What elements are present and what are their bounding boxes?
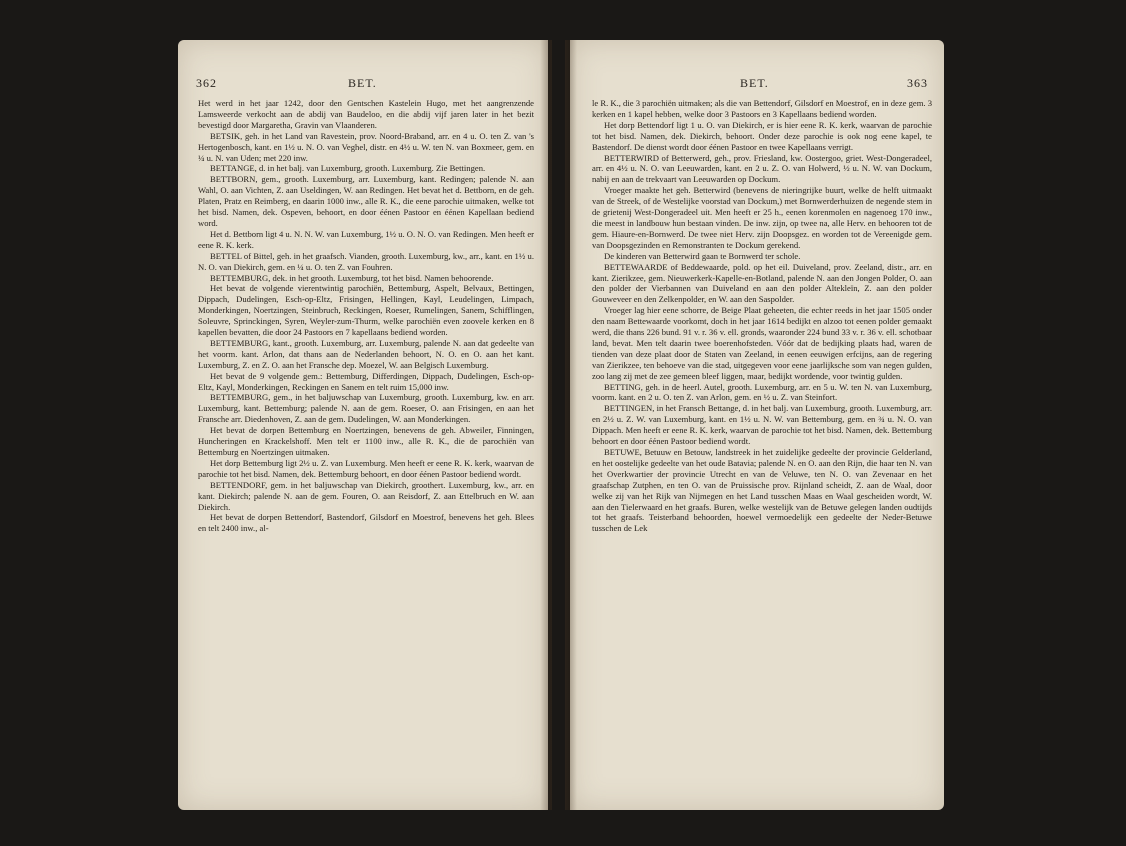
paragraph: De kinderen van Betterwird gaan te Bornwerd ter schole. [604, 250, 801, 261]
paragraph: BETTINGEN, in het Fransch Bettange, d. in het balj. van Luxemburg, grooth. Luxemburg, arr. en 2½ u. Z. W. van Luxemburg, kant. en 1½ u. N. W. van Bettemburg, gem. en ¾ u. N. O. van Dippach. Men heeft er eene R. K. kerk, waarvan de parochie tot het bisd. Namen, dek. Bettemburg behoort en door éénen Pastoor bediend wordt. [592, 403, 932, 447]
paragraph: BETTEMBURG, gem., in het baljuwschap van Luxemburg, grooth. Luxemburg, kw. en arr. Luxemburg, kant. Bettemburg; palende N. aan de gem. Roeser, O. aan Frisingen, en aan het Fransche arr. Diedenhoven, Z. aan de gem. Dudelingen, W. aan Monderkingen. [198, 392, 534, 425]
page-number: 363 [907, 76, 928, 90]
paragraph: Het bevat de 9 volgende gem.: Bettemburg, Differdingen, Dippach, Dudelingen, Esch-op-Eltz, Kayl, Monderkingen, Reckingen en Sanem en telt ruim 15,000 inw. [198, 370, 534, 392]
book-gutter-shadow [540, 40, 552, 810]
paragraph: BETUWE, Betuuw en Betouw, landstreek in het zuidelijke gedeelte der provincie Gelderland, en het oostelijke gedeelte van het oude Batavia; palende N. en O. aan den Rijn, die haar ten N. van het Overkwartier der provincie Utrecht en van de Veluwe, ten N. O. van Zevenaar en het graafschap Zutphen, en ten O. van de Pruissische prov. Rijnland scheidt, Z. aan de Waal, door welke zij van het Rijk van Nijmegen en het Land tusschen Maas en Waal gescheiden wordt, W. aan den Tielerwaard en het graafs. Buren, welke westelijk van de Betuwe gelegen landen oudtijds tot het graafs. Teisterband behoorden, hoewel vermoedelijk een gedeelte der Neder-Betuwe tusschen de Lek [592, 447, 932, 534]
book-gutter-shadow [565, 40, 577, 810]
paragraph: Vroeger maakte het geh. Betterwird (benevens de nieringrijke buurt, welke de helft uitmaakt van de Streek, of de Westelijke voorstad van Dockum,) met Bornwerderhuizen de negende stem in de grietenij West-Dongeradeel uit. Men heeft er 25 h., eenen korenmolen en nagenoeg 170 inw., die meest in landbouw hun bestaan vinden. De inw. zijn, op twee na, alle Herv. en behooren tot de gem. Hiaure-en-Bornwerd. De twee niet Herv. zijn Doopsgez. en worden tot de Vereenigde gem. van Doopsgezinden en Remonstranten te Dockum gerekend. [592, 185, 932, 250]
paragraph: Het dorp Bettemburg ligt 2½ u. Z. van Luxemburg. Men heeft er eene R. K. kerk, waarvan de parochie tot het bisd. Namen, dek. Bettemburg behoort, en door éénen Pastoor bediend wordt. [198, 457, 534, 479]
paragraph: Het bevat de dorpen Bettendorf, Bastendorf, Gilsdorf en Moestrof, benevens het geh. Blees en telt 2400 inw., al- [198, 512, 534, 534]
paragraph: BETTERWIRD of Betterwerd, geh., prov. Friesland, kw. Oostergoo, griet. West-Dongeradeel, arr. en 4½ u. N. O. van Leeuwarden, kant. en 2 u. Z. O. van Holwerd, ½ u. N. W. van Dockum, nabij en aan de trekvaart van Leeuwarden op Dockum. [592, 152, 932, 185]
running-head: BET. [740, 76, 769, 90]
paragraph: BETTING, geh. in de heerl. Autel, grooth. Luxemburg, arr. en 5 u. W. ten N. van Luxemburg, voorm. kant. en 2 u. O. ten Z. van Arlon, gem. en ½ u. Z. van Steinfort. [592, 381, 932, 403]
paragraph: Het bevat de dorpen Bettemburg en Noertzingen, benevens de geh. Abweiler, Finningen, Huncheringen en Krackelshoff. Men telt er 1100 inw., alle R. K., die de parochiën van Bettemburg en Noertzingen uitmaken. [198, 425, 534, 457]
left-page [178, 40, 548, 810]
paragraph: BETTEL of Bittel, geh. in het graafsch. Vianden, grooth. Luxemburg, kw., arr., kant. en 1½ u. N. O. van Diekirch, gem. en ¼ u. O. ten Z. van Fouhren. [198, 250, 534, 272]
paragraph: BETTEMBURG, dek. in het grooth. Luxemburg, tot het bisd. Namen behoorende. [210, 272, 494, 283]
paragraph: BETTBORN, gem., grooth. Luxemburg, arr. Luxemburg, kant. Redingen; palende N. aan Wahl, O. aan Vichten, Z. aan Useldingen, W. aan Redingen. Het bevat het d. Bettborn, en de geh. Platen, Pratz en Reimberg, en daarin 1000 inw., alle R. K., die eene parochie uitmaken, welke tot het bisd. Namen, dek. Ospeven, behoort, en door éénen Pastoor en éénen Kapellaan bediend word. [198, 174, 534, 228]
paragraph: BETTEWAARDE of Beddewaarde, pold. op het eil. Duiveland, prov. Zeeland, distr., arr. en kant. Zierikzee, gem. Nieuwerkerk-Kapelle-en-Botland, palende N. aan den Jongen Polder, O. aan den polder der Vierbannen van Duiveland en aan den polder Altekleïn, Z. aan den polder Gouweveer en den Zelkenpolder, en W. aan den Saspolder. [592, 261, 932, 305]
paragraph: Het werd in het jaar 1242, door den Gentschen Kastelein Hugo, met het aangrenzende Lamsweerde verkocht aan de abdij van Baudeloo, en die abdij vijf jaren later in het bezit bevestigd door Margaretha, Gravin van Vlaanderen. [198, 98, 534, 130]
page-number: 362 [196, 76, 217, 90]
paragraph: Het dorp Bettendorf ligt 1 u. O. van Diekirch, er is hier eene R. K. kerk, waarvan de parochie tot het bisd. Namen, dek. Diekirch, behoort. Onder deze parochie is ook nog eene kapel, te Bastendorf. De dienst wordt door éénen Pastoor en twee Kapellaans verrigt. [592, 119, 932, 152]
paragraph: BETTENDORF, gem. in het baljuwschap van Diekirch, groothert. Luxemburg, kw., arr. en kant. Diekirch; palende N. aan de gem. Fouren, O. aan Reisdorf, Z. aan Ettelbruch en W. aan Diekirch. [198, 479, 534, 512]
paragraph: le R. K., die 3 parochiën uitmaken; als die van Bettendorf, Gilsdorf en Moestrof, en in deze gem. 3 kerken en 1 kapel hebben, welke door 3 Pastoors en 3 Kapellaans bediend worden. [592, 98, 932, 119]
paragraph: Het d. Bettborn ligt 4 u. N. N. W. van Luxemburg, 1½ u. O. N. O. van Redingen. Men heeft er eene R. K. kerk. [198, 228, 534, 250]
paragraph: BETSIK, geh. in het Land van Ravestein, prov. Noord-Braband, arr. en 4 u. O. ten Z. van 's Hertogenbosch, kant. en 1½ u. N. O. van Veghel, distr. en 4½ u. W. ten N. van Boxmeer, gem. en ¼ u. N. van Uden; met 220 inw. [198, 130, 534, 163]
page-text [198, 98, 534, 534]
right-page [570, 40, 944, 810]
paragraph: BETTANGE, d. in het balj. van Luxemburg, grooth. Luxemburg. Zie Bettingen. [210, 163, 486, 174]
page-text [592, 98, 932, 534]
paragraph: Vroeger lag hier eene schorre, de Beige Plaat geheeten, die echter reeds in het jaar 1505 onder den naam Bettewaarde voorkomt, doch in het jaar 1614 bedijkt en alzoo tot eenen polder gemaakt werd, die thans 226 bund. 91 v. r. 36 v. ell. gronds, waaronder 224 bund 33 v. r. 36 v. ell. schotbaar land, bevat. Men telt daarin twee boerenhofsteden. Vóór dat de bedijking plaats had, waren de tienden van deze plaat door de Staten van Zeeland, in eenen eeuwigen erfcijns, aan de regering van Zierikzee, ten behoeve van die stad, uitgegeven voor eene jaarlijksche som van negen gulden, zoo lang zij met de zee gemeen bleef liggen, maar, bedijkt wordende, voor twintig gulden. [592, 305, 932, 381]
paragraph: BETTEMBURG, kant., grooth. Luxemburg, arr. Luxemburg, palende N. aan dat gedeelte van het voorm. kant. Arlon, dat thans aan de Nederlanden behoort, N. O. en O. aan het kant. Luxemburg, Z. en Z. O. aan het Fransche dep. Moezel, W. aan Belgisch Luxemburg. [198, 337, 534, 370]
paragraph: Het bevat de volgende vierentwintig parochiën, Bettemburg, Aspelt, Belvaux, Bettingen, Dippach, Dudelingen, Esch-op-Eltz, Frisingen, Hellingen, Kayl, Leudelingen, Limpach, Monderkingen, Noertzingen, Steinbruch, Reckingen, Roeser, Rumelingen, Sanem, Schifflingen, Soleuvre, Sprinckingen, Syren, Weyler-zum-Thurm, welke parochiën even zoovele kerken en 8 kapellen bevatten, die door 24 Pastoors en 7 kapellaans bediend worden. [198, 283, 534, 338]
running-head: BET. [348, 76, 377, 90]
